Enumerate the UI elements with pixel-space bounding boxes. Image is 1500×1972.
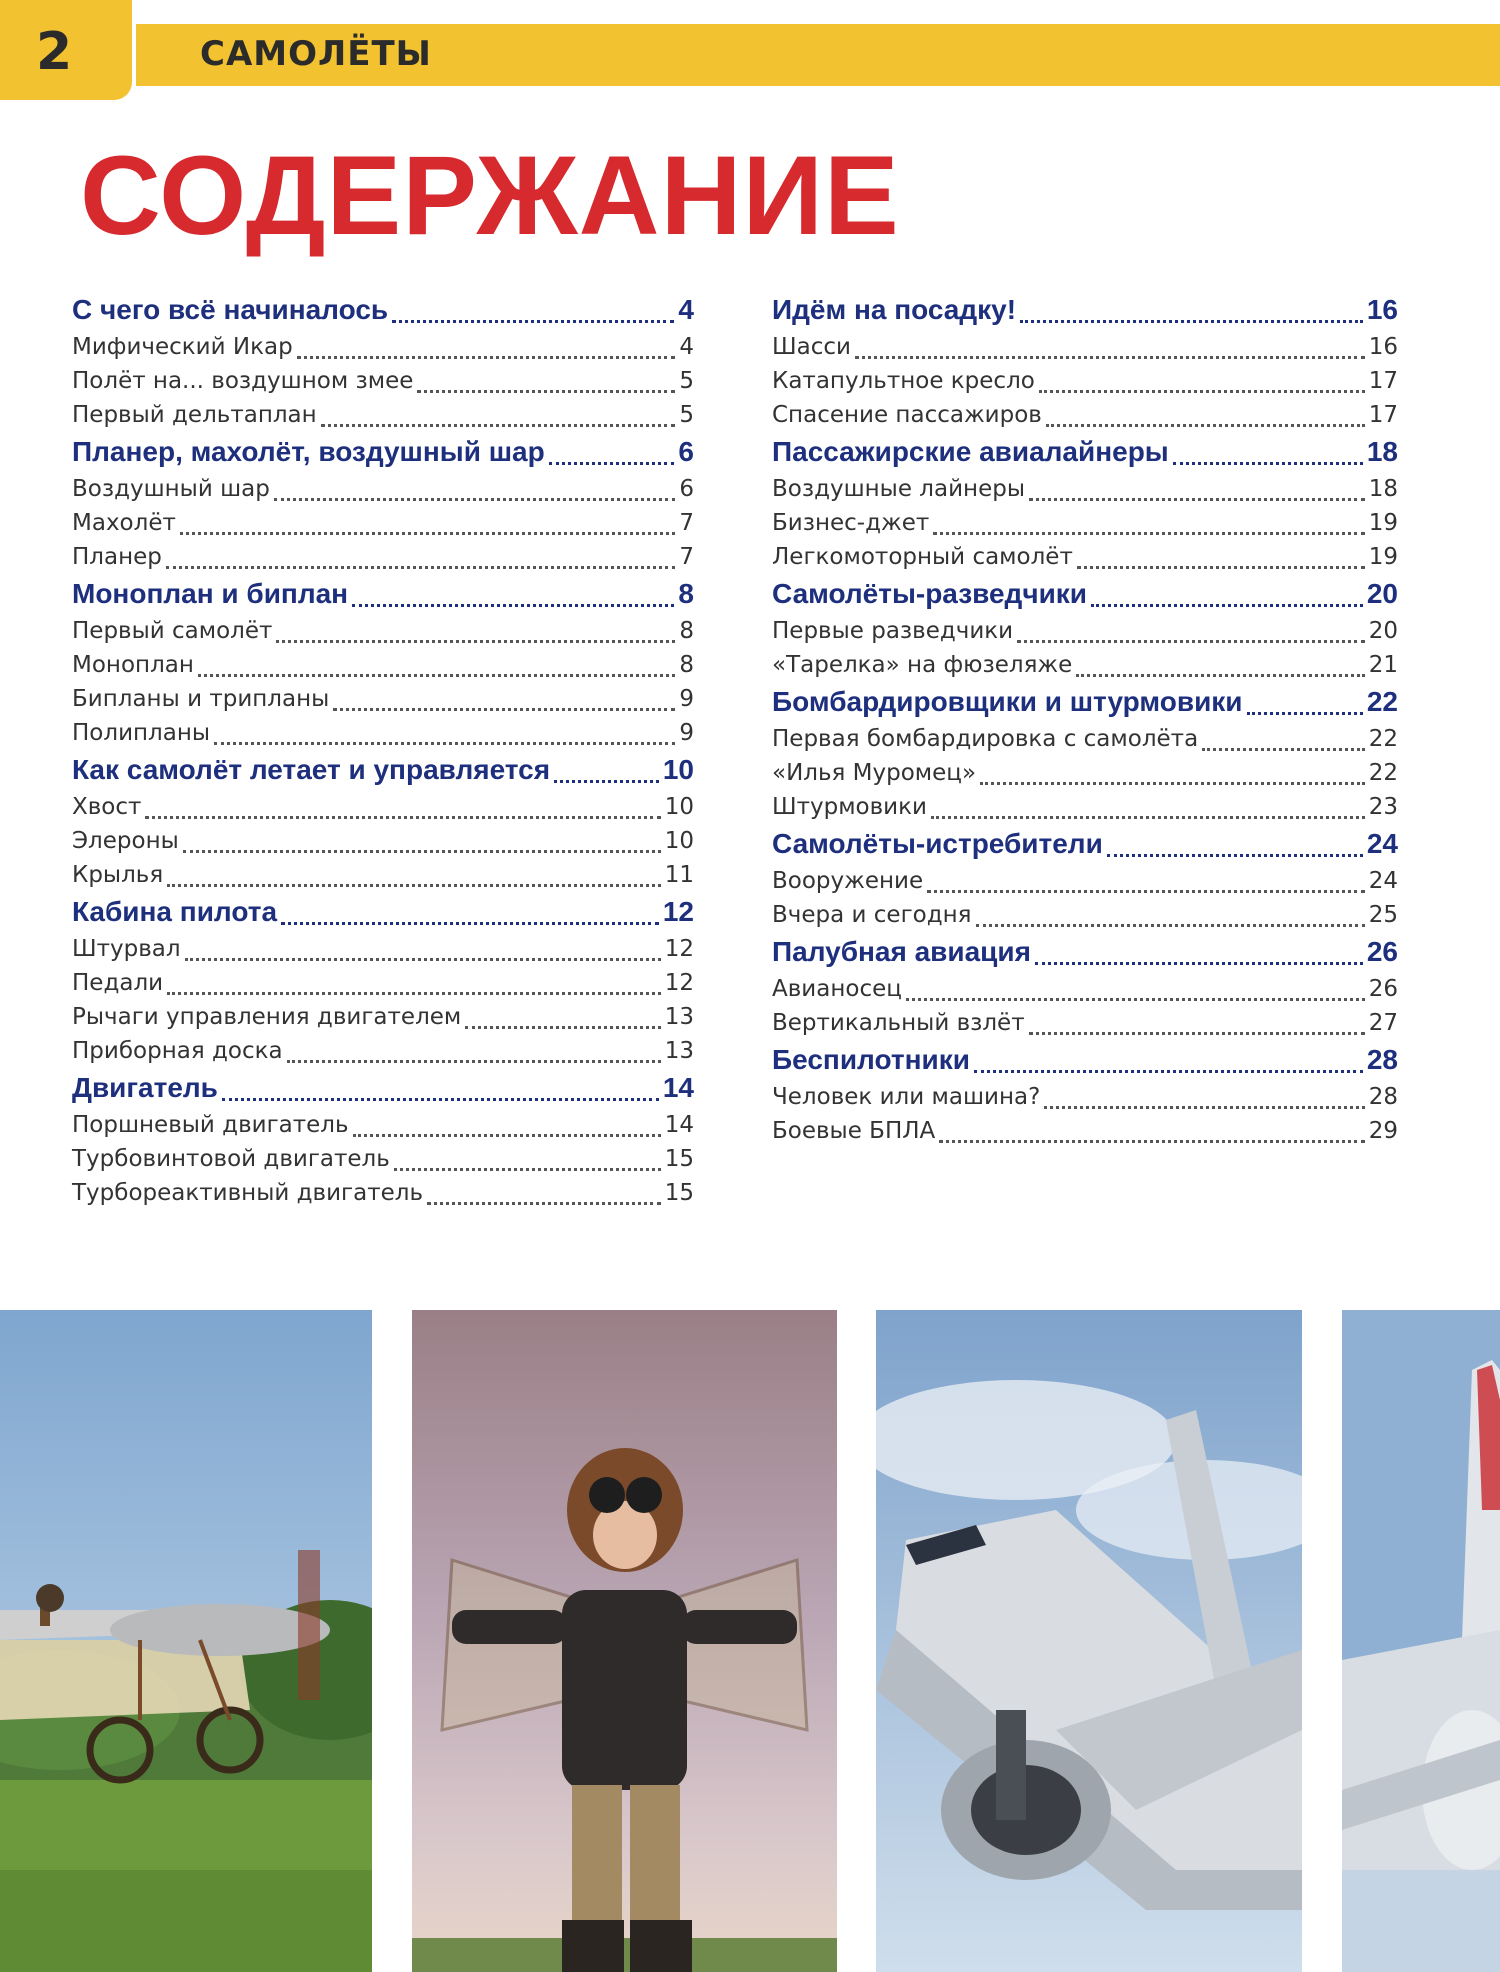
toc-page-number: 24 <box>1368 868 1398 894</box>
toc-item <box>772 794 1398 828</box>
toc-section-label: Самолёты-разведчики <box>772 578 1088 609</box>
toc-section-label: Как самолёт летает и управляется <box>72 754 551 785</box>
toc-page-number: 7 <box>679 510 694 536</box>
toc-item-label: Авианосец <box>772 976 902 1002</box>
toc-page-number: 17 <box>1368 368 1398 394</box>
toc-item <box>772 760 1398 794</box>
toc-item <box>72 1180 694 1214</box>
toc-item <box>72 936 694 970</box>
toc-page-number: 6 <box>679 476 694 502</box>
toc-item <box>772 510 1398 544</box>
vintage-monoplane-photo <box>0 1310 372 1972</box>
toc-page-number: 12 <box>664 970 694 996</box>
dot-leader <box>1247 712 1363 715</box>
toc-item <box>772 652 1398 686</box>
toc-column-left <box>72 294 694 1214</box>
toc-page-number: 7 <box>679 544 694 570</box>
dot-leader <box>333 708 675 711</box>
toc-page-number: 15 <box>664 1146 694 1172</box>
toc-section-heading <box>72 578 694 618</box>
dot-leader <box>185 958 661 961</box>
toc-page-number: 21 <box>1368 652 1398 678</box>
dot-leader <box>980 782 1365 785</box>
toc-item <box>72 1112 694 1146</box>
toc-page-number: 9 <box>679 720 694 746</box>
dot-leader <box>198 674 675 677</box>
page-title: СОДЕРЖАНИЕ <box>80 133 900 258</box>
toc-page-number: 11 <box>664 862 694 888</box>
toc-section-heading <box>72 436 694 476</box>
dot-leader <box>1091 604 1363 607</box>
toc-item <box>72 720 694 754</box>
toc-section-label: Идём на посадку! <box>772 294 1017 325</box>
toc-page-number: 18 <box>1368 476 1398 502</box>
toc-page-number: 24 <box>1366 828 1398 859</box>
toc-page-number: 10 <box>664 794 694 820</box>
toc-item <box>72 862 694 896</box>
toc-item-label: «Тарелка» на фюзеляже <box>772 652 1073 678</box>
toc-item-label: Приборная доска <box>72 1038 283 1064</box>
dot-leader <box>276 640 675 643</box>
airliner-photo <box>876 1310 1302 1972</box>
dot-leader <box>145 816 660 819</box>
toc-page-number: 13 <box>664 1004 694 1030</box>
toc-item-label: Спасение пассажиров <box>772 402 1042 428</box>
dot-leader <box>1202 748 1365 751</box>
toc-item-label: Легкомоторный самолёт <box>772 544 1073 570</box>
dot-leader <box>927 890 1365 893</box>
toc-item-label: Штурвал <box>72 936 181 962</box>
toc-item-label: Педали <box>72 970 164 996</box>
toc-page-number: 9 <box>679 686 694 712</box>
dot-leader <box>939 1140 1364 1143</box>
toc-item <box>772 902 1398 936</box>
dot-leader <box>976 924 1365 927</box>
toc-section-heading <box>772 436 1398 476</box>
toc-page-number: 4 <box>678 294 694 325</box>
dot-leader <box>297 356 676 359</box>
dot-leader <box>1017 640 1365 643</box>
toc-item <box>72 794 694 828</box>
toc-item-label: Шасси <box>772 334 851 360</box>
toc-item <box>772 1084 1398 1118</box>
toc-section-label: Самолёты-истребители <box>772 828 1103 859</box>
toc-page-number: 14 <box>662 1072 694 1103</box>
toc-item <box>72 510 694 544</box>
toc-page-number: 15 <box>664 1180 694 1206</box>
dot-leader <box>353 1134 661 1137</box>
child-aviator-photo <box>412 1310 837 1972</box>
toc-item-label: Вооружение <box>772 868 924 894</box>
toc-section-label: Моноплан и биплан <box>72 578 349 609</box>
dot-leader <box>321 424 676 427</box>
toc-page-number: 18 <box>1366 436 1398 467</box>
toc-item <box>72 686 694 720</box>
toc-page-number: 4 <box>679 334 694 360</box>
dot-leader <box>394 1168 661 1171</box>
toc-item <box>772 1118 1398 1152</box>
toc-section-heading <box>72 754 694 794</box>
toc-item <box>72 1146 694 1180</box>
toc-section-heading <box>772 936 1398 976</box>
toc-page-number: 17 <box>1368 402 1398 428</box>
toc-section-label: Кабина пилота <box>72 896 278 927</box>
toc-section-heading <box>772 294 1398 334</box>
toc-item-label: Рычаги управления двигателем <box>72 1004 462 1030</box>
toc-item <box>72 1038 694 1072</box>
toc-page-number: 27 <box>1368 1010 1398 1036</box>
toc-item-label: Воздушный шар <box>72 476 270 502</box>
toc-item <box>772 726 1398 760</box>
dot-leader <box>554 780 659 783</box>
toc-page-number: 20 <box>1368 618 1398 644</box>
toc-section-label: Планер, махолёт, воздушный шар <box>72 436 545 467</box>
toc-page-number: 10 <box>664 828 694 854</box>
toc-item <box>772 368 1398 402</box>
toc-item <box>72 544 694 578</box>
dot-leader <box>281 922 659 925</box>
toc-section-heading <box>72 1072 694 1112</box>
toc-item <box>772 544 1398 578</box>
toc-item-label: Катапультное кресло <box>772 368 1035 394</box>
toc-page-number: 12 <box>662 896 694 927</box>
toc-item-label: «Илья Муромец» <box>772 760 977 786</box>
toc-item-label: Турбореактивный двигатель <box>72 1180 423 1206</box>
dot-leader <box>1020 320 1363 323</box>
toc-item-label: Крылья <box>72 862 164 888</box>
toc-page-number: 5 <box>679 368 694 394</box>
dot-leader <box>352 604 674 607</box>
dot-leader <box>1107 854 1363 857</box>
dot-leader <box>417 390 675 393</box>
toc-page-number: 16 <box>1366 294 1398 325</box>
toc-item <box>772 402 1398 436</box>
toc-page-number: 26 <box>1368 976 1398 1002</box>
page-number: 2 <box>36 22 73 82</box>
dot-leader <box>167 884 661 887</box>
toc-item-label: Первая бомбардировка с самолёта <box>772 726 1199 752</box>
dot-leader <box>1173 462 1363 465</box>
toc-item <box>72 368 694 402</box>
dot-leader <box>465 1026 660 1029</box>
dot-leader <box>166 566 675 569</box>
toc-item <box>72 1004 694 1038</box>
toc-item-label: Планер <box>72 544 162 570</box>
toc-page-number: 8 <box>679 618 694 644</box>
dot-leader <box>933 532 1364 535</box>
toc-item <box>72 402 694 436</box>
toc-item <box>72 828 694 862</box>
toc-section-heading <box>72 294 694 334</box>
toc-item-label: Штурмовики <box>772 794 927 820</box>
dot-leader <box>1029 498 1365 501</box>
toc-item-label: Воздушные лайнеры <box>772 476 1025 502</box>
toc-page-number: 20 <box>1366 578 1398 609</box>
toc-page-number: 29 <box>1368 1118 1398 1144</box>
toc-section-label: С чего всё начиналось <box>72 294 389 325</box>
toc-page-number: 19 <box>1368 544 1398 570</box>
toc-page-number: 22 <box>1368 760 1398 786</box>
toc-section-label: Пассажирские авиалайнеры <box>772 436 1169 467</box>
toc-item-label: Мифический Икар <box>72 334 293 360</box>
toc-item-label: Элероны <box>72 828 179 854</box>
toc-item-label: Турбовинтовой двигатель <box>72 1146 390 1172</box>
toc-page-number: 26 <box>1366 936 1398 967</box>
toc-item-label: Бизнес-джет <box>772 510 930 536</box>
toc-page-number: 16 <box>1368 334 1398 360</box>
toc-page-number: 19 <box>1368 510 1398 536</box>
toc-section-label: Двигатель <box>72 1072 218 1103</box>
toc-section-label: Бомбардировщики и штурмовики <box>772 686 1243 717</box>
toc-item-label: Первый дельтаплан <box>72 402 317 428</box>
dot-leader <box>1046 424 1365 427</box>
toc-item-label: Бипланы и трипланы <box>72 686 330 712</box>
toc-section-label: Беспилотники <box>772 1044 970 1075</box>
dot-leader <box>180 532 675 535</box>
dot-leader <box>274 498 676 501</box>
toc-item-label: Махолёт <box>72 510 176 536</box>
toc-item-label: Полипланы <box>72 720 211 746</box>
dot-leader <box>906 998 1365 1001</box>
toc-item <box>72 618 694 652</box>
toc-item <box>72 334 694 368</box>
toc-page-number: 6 <box>678 436 694 467</box>
toc-section-label: Палубная авиация <box>772 936 1031 967</box>
toc-page-number: 22 <box>1368 726 1398 752</box>
airliner-tail-photo <box>1342 1310 1500 1972</box>
toc-page-number: 28 <box>1368 1084 1398 1110</box>
dot-leader <box>549 462 675 465</box>
dot-leader <box>974 1070 1363 1073</box>
dot-leader <box>214 742 675 745</box>
toc-page-number: 8 <box>678 578 694 609</box>
dot-leader <box>855 356 1365 359</box>
toc-item-label: Поршневый двигатель <box>72 1112 349 1138</box>
dot-leader <box>167 992 661 995</box>
toc-item-label: Первые разведчики <box>772 618 1014 644</box>
toc-page-number: 10 <box>662 754 694 785</box>
toc-item-label: Первый самолёт <box>72 618 273 644</box>
toc-item <box>72 652 694 686</box>
book-title: САМОЛЁТЫ <box>200 34 432 74</box>
dot-leader <box>1029 1032 1365 1035</box>
toc-item <box>72 476 694 510</box>
toc-section-heading <box>772 686 1398 726</box>
toc-item <box>772 476 1398 510</box>
dot-leader <box>392 320 674 323</box>
toc-section-heading <box>772 1044 1398 1084</box>
toc-item <box>772 334 1398 368</box>
toc-section-heading <box>72 896 694 936</box>
dot-leader <box>1077 566 1365 569</box>
toc-page-number: 14 <box>664 1112 694 1138</box>
toc-page-number: 23 <box>1368 794 1398 820</box>
toc-page-number: 12 <box>664 936 694 962</box>
toc-page-number: 13 <box>664 1038 694 1064</box>
toc-item <box>72 970 694 1004</box>
toc-page-number: 8 <box>679 652 694 678</box>
toc-column-right <box>772 294 1398 1152</box>
dot-leader <box>287 1060 661 1063</box>
toc-section-heading <box>772 578 1398 618</box>
dot-leader <box>427 1202 661 1205</box>
toc-page-number: 28 <box>1366 1044 1398 1075</box>
toc-page-number: 5 <box>679 402 694 428</box>
toc-item-label: Моноплан <box>72 652 194 678</box>
toc-page-number: 22 <box>1366 686 1398 717</box>
toc-item-label: Вчера и сегодня <box>772 902 972 928</box>
toc-item-label: Боевые БПЛА <box>772 1118 936 1144</box>
dot-leader <box>931 816 1365 819</box>
toc-item <box>772 868 1398 902</box>
dot-leader <box>1044 1106 1364 1109</box>
toc-item-label: Хвост <box>72 794 142 820</box>
dot-leader <box>1039 390 1365 393</box>
toc-item-label: Вертикальный взлёт <box>772 1010 1025 1036</box>
dot-leader <box>1076 674 1364 677</box>
dot-leader <box>183 850 661 853</box>
dot-leader <box>1035 962 1363 965</box>
dot-leader <box>222 1098 659 1101</box>
toc-item-label: Полёт на... воздушном змее <box>72 368 414 394</box>
toc-item <box>772 1010 1398 1044</box>
toc-item <box>772 976 1398 1010</box>
toc-page-number: 25 <box>1368 902 1398 928</box>
toc-section-heading <box>772 828 1398 868</box>
toc-item-label: Человек или машина? <box>772 1084 1041 1110</box>
toc-item <box>772 618 1398 652</box>
